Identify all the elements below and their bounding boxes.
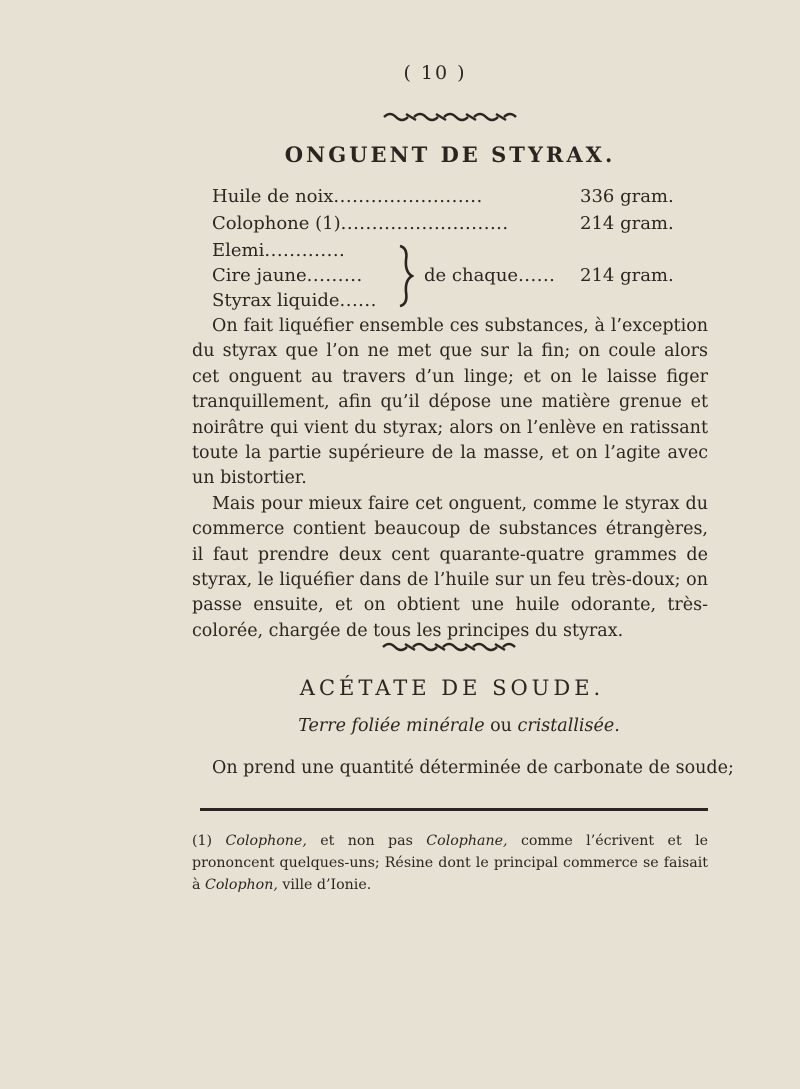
leader-dots: ............. [264,240,346,261]
recipe-line-5 [212,290,377,311]
ornament-top [382,110,522,124]
ingredient-name: Styrax liquide [212,290,340,311]
section-subtitle [0,716,800,736]
grouped-text: de chaque [424,265,519,286]
leader-dots: ........................... [340,213,509,234]
page-number: ( 10 ) [403,62,467,84]
grouped-qty: 214 gram. [580,265,674,286]
paragraph: On fait liquéfier ensemble ces substances, à l’exception du styrax que l’on ne met que sur la fin; on coule alors cet onguent au travers d’un linge; et on le laisse figer tranquillement, afin qu’il dépose une matière grenue et noirâtre qui vient du styrax; alors on l’enlève en ratissant toute la partie supérieure de la masse, et on l’agite avec un bistortier. [192,316,708,489]
body-text-onguent [192,314,708,644]
leader-dots: ......... [306,265,363,286]
recipe-line-4 [212,265,363,286]
footnote [192,830,708,896]
footnote-text: ville d’Ionie. [282,877,372,893]
body-text-acetate: On prend une quantité déterminée de carbonate de soude; [212,758,734,778]
leader-dots: ...... [339,290,377,311]
ingredient-name: Huile de noix [212,186,334,207]
ingredient-name: Cire jaune [212,265,307,286]
ingredient-name: Elemi [212,240,265,261]
footnote-text: comme l’écrivent et le prononcent quelques-uns; Résine dont le principal commerce se faisait à [192,833,709,893]
leader-dots: ...... [518,265,556,286]
ingredient-qty: 336 gram. [580,186,674,207]
ingredient-name: Colophone (1) [212,213,341,234]
footnote-marker: (1) [192,833,213,849]
subtitle-ou: ou [490,716,512,736]
subtitle-italic-1: Terre foliée minérale [298,716,485,736]
recipe-line-1 [212,186,483,207]
curly-brace-icon [396,244,414,308]
footnote-term: Colophon, [204,877,278,893]
ornament-middle [380,640,522,654]
section-title-onguent: ONGUENT DE STYRAX. [284,142,616,167]
leader-dots: ........................ [333,186,483,207]
footnote-rule [200,808,708,811]
footnote-term: Colophone, [225,833,307,849]
paragraph: Mais pour mieux faire cet onguent, comme le styrax du commerce contient beaucoup de substances étrangères, il faut prendre deux cent quarante-quatre grammes de styrax, le liquéfier dans de l’huile sur un feu très-doux; on passe ensuite, et on obtient une huile odorante, très-colorée, chargée de tous les principes du styrax. [192,493,708,641]
recipe-line-3 [212,240,345,261]
footnote-term: Colophane, [426,833,508,849]
subtitle-italic-2: cristallisée. [517,716,620,736]
section-title-acetate: ACÉTATE DE SOUDE. [299,676,605,700]
footnote-text: et non pas [320,833,413,849]
ingredient-qty: 214 gram. [580,213,674,234]
recipe-line-2 [212,213,509,234]
grouped-qty-line [424,265,555,286]
